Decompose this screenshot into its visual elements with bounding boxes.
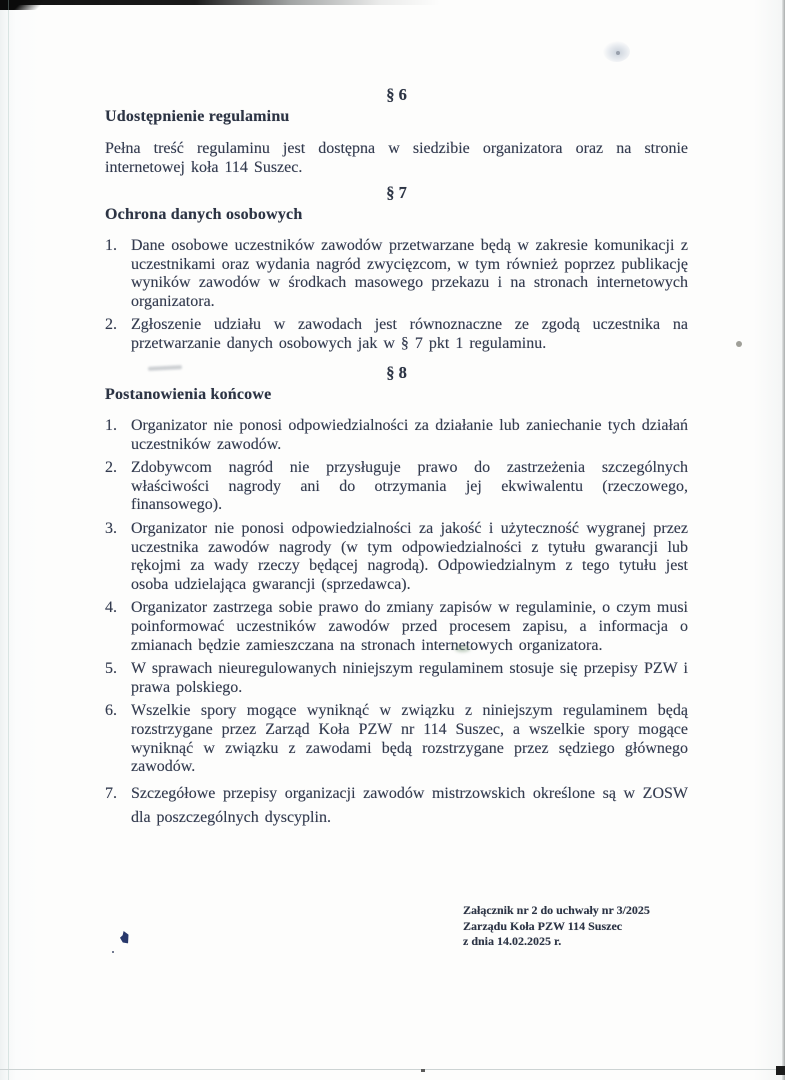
list-item xyxy=(105,237,688,311)
item-text: Organizator nie ponosi odpowiedzialności za działanie lub zaniechanie tych działań uczestników zawodów. xyxy=(131,417,688,453)
list-item xyxy=(105,316,688,353)
item-text: W sprawach nieuregulowanych niniejszym regulaminem stosuje się przepisy PZW i prawa polskiego. xyxy=(131,660,688,696)
item-text: Zgłoszenie udziału w zawodach jest równoznaczne ze zgodą uczestnika na przetwarzanie danych osobowych jak w § 7 pkt 1 regulaminu. xyxy=(131,316,688,352)
list-item xyxy=(105,520,688,594)
attachment-note-line-3: z dnia 14.02.2025 r. xyxy=(463,934,562,948)
item-text: Organizator nie ponosi odpowiedzialności za jakość i użyteczność wygranej przez uczestnika zawodów nagrody (w tym odpowiedzialności z tytułu gwarancji lub rękojmi za wady rzeczy będącej nagrodą). Odpowiedzialnym z tego tytułu jest osoba udzielająca gwarancji (sprzedawca). xyxy=(131,519,688,593)
scan-smudge-dot xyxy=(616,51,620,55)
section-6-paragraph: Pełna treść regulaminu jest dostępna w siedzibie organizatora oraz na stronie internetowej koła 114 Suszec. xyxy=(105,140,688,176)
section-8-list xyxy=(105,417,688,831)
scan-corner-bottom-right xyxy=(776,1066,785,1075)
section-6-title: Udostępnienie regulaminu xyxy=(105,108,290,125)
item-number: 1. xyxy=(105,417,117,434)
scan-faint-smudge xyxy=(455,646,470,652)
list-item xyxy=(105,702,688,776)
section-8-title: Postanowienia końcowe xyxy=(105,386,272,403)
pen-ink-mark xyxy=(119,930,131,945)
item-number: 2. xyxy=(105,316,117,334)
section-8-mark: § 8 xyxy=(386,363,407,382)
list-item xyxy=(105,599,688,655)
scan-top-edge xyxy=(0,0,440,5)
item-number: 2. xyxy=(105,459,117,477)
scan-bottom-edge xyxy=(0,1069,785,1070)
section-7 xyxy=(105,184,688,354)
list-item xyxy=(105,417,688,454)
section-8 xyxy=(105,364,688,831)
scan-bottom-tick xyxy=(421,1069,425,1072)
section-7-list xyxy=(105,237,688,354)
item-text: Dane osobowe uczestników zawodów przetwarzane będą w zakresie komunikacji z uczestnikami oraz wydania nagród zwycięzcom, w tym również poprzez publikację wyników zawodów w środkach masowego przekazu i na stronach internetowych organizatora. xyxy=(131,237,688,310)
section-7-mark: § 7 xyxy=(386,183,407,202)
section-7-title: Ochrona danych osobowych xyxy=(105,206,303,223)
item-number: 7. xyxy=(105,784,117,802)
pen-ink-dot xyxy=(112,951,114,953)
item-number: 5. xyxy=(105,660,117,678)
dust-dot xyxy=(736,341,742,347)
item-text: Zdobywcom nagród nie przysługuje prawo do zastrzeżenia szczególnych właściwości nagrody ani do otrzymania jej ekwiwalentu (rzeczowego, finansowego). xyxy=(131,459,688,514)
section-6-mark: § 6 xyxy=(386,85,407,104)
item-number: 1. xyxy=(105,237,117,254)
item-number: 3. xyxy=(105,519,117,537)
scan-left-page-edge xyxy=(8,0,9,1080)
section-6 xyxy=(105,86,688,177)
attachment-note-line-2: Zarządu Koła PZW 114 Suszec xyxy=(463,918,623,933)
item-text: Wszelkie spory mogące wyniknąć w związku z niniejszym regulaminem będą rozstrzygane przez Zarząd Koła PZW nr 114 Suszec, a wszelkie spory mogące wyniknąć w związku z zawodami będą rozstrzygane przez sędziego głównego zawodów. xyxy=(131,702,688,776)
list-item xyxy=(105,459,688,515)
attachment-note-line-1: Załącznik nr 2 do uchwały nr 3/2025 xyxy=(463,903,650,917)
list-item xyxy=(105,782,688,831)
attachment-note xyxy=(463,903,650,950)
item-number: 4. xyxy=(105,599,117,617)
item-text: Szczegółowe przepisy organizacji zawodów mistrzowskich określone są w ZOSW dla poszczególnych dyscyplin. xyxy=(131,784,688,827)
item-text: Organizator zastrzega sobie prawo do zmiany zapisów w regulaminie, o czym musi poinformować uczestników zawodów przed procesem zapisu, a informacja o zmianach będzie zamieszczana na stronach internetowych organizatora. xyxy=(131,599,688,654)
list-item xyxy=(105,660,688,697)
item-number: 6. xyxy=(105,702,117,720)
